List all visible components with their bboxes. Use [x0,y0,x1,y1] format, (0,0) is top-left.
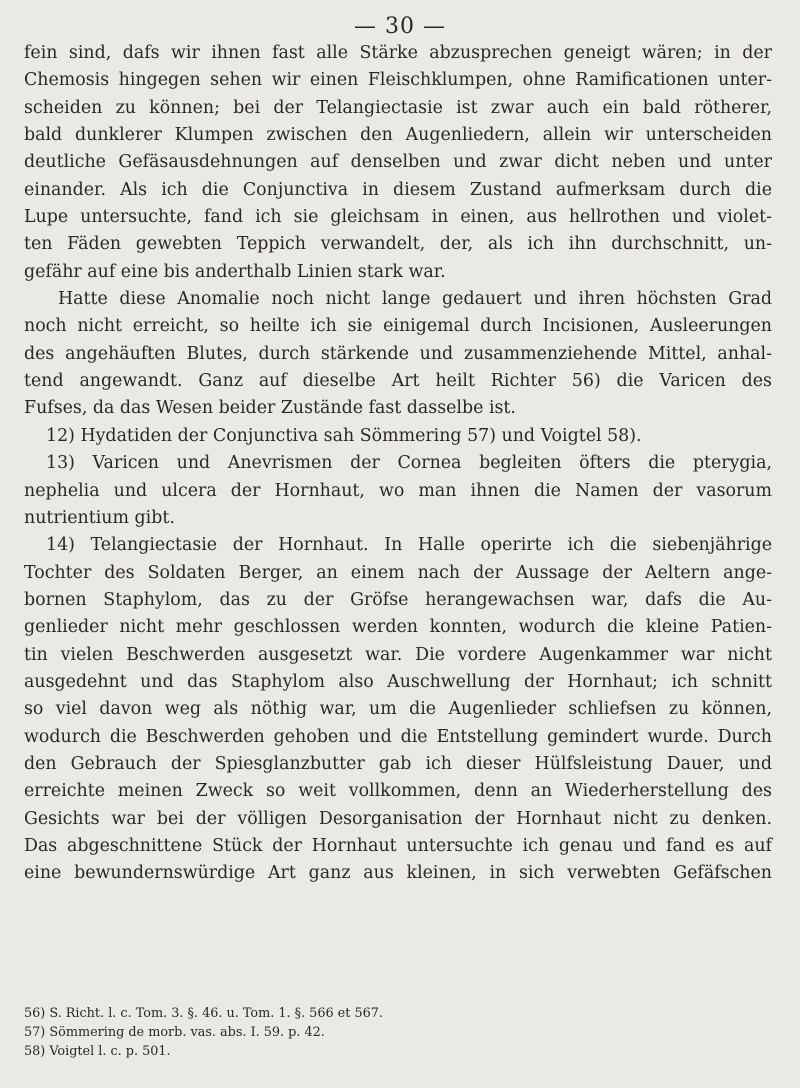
text-line: bornen Staphylom, das zu der Gröfse herangewachsen war, dafs die Au- [24,589,772,610]
body-text [24,40,772,888]
footnote: 57) Sömmering de morb. vas. abs. I. 59. p. 42. [24,1025,325,1040]
text-line: erreichte meinen Zweck so weit vollkommen, denn an Wiederherstellung des [24,781,772,802]
footnote: 58) Voigtel l. c. p. 501. [24,1044,171,1059]
text-line: tend angewandt. Ganz auf dieselbe Art heilt Richter 56) die Varicen des [24,371,772,392]
text-line: ausgedehnt und das Staphylom also Auschwellung der Hornhaut; ich schnitt [24,671,772,692]
text-line: noch nicht erreicht, so heilte ich sie einigemal durch Incisionen, Ausleerungen [24,316,772,337]
text-line: des angehäuften Blutes, durch stärkende und zusammenziehende Mittel, anhal- [24,343,772,364]
text-line: gefähr auf eine bis anderthalb Linien stark war. [24,261,446,282]
text-line: Chemosis hingegen sehen wir einen Fleischklumpen, ohne Ramificationen unter- [24,70,772,91]
text-line: nephelia und ulcera der Hornhaut, wo man ihnen die Namen der vasorum [24,480,772,501]
footnotes [24,1004,624,1061]
text-line: Lupe untersuchte, fand ich sie gleichsam in einen, aus hellrothen und violet- [24,207,772,228]
text-line: Hatte diese Anomalie noch nicht lange gedauert und ihren höchsten Grad [58,289,772,310]
text-line: Tochter des Soldaten Berger, an einem nach der Aussage der Aeltern ange- [24,562,772,583]
text-line: einander. Als ich die Conjunctiva in diesem Zustand aufmerksam durch die [24,179,772,200]
text-line: fein sind, dafs wir ihnen fast alle Stärke abzusprechen geneigt wären; in der [24,43,772,63]
page-number: — 30 — [354,14,446,39]
text-line: scheiden zu können; bei der Telangiectasie ist zwar auch ein bald rötherer, [24,97,772,118]
text-line: bald dunklerer Klumpen zwischen den Augenliedern, allein wir unterscheiden [24,125,772,146]
text-line: Gesichts war bei der völligen Desorganisation der Hornhaut nicht zu denken. [24,808,772,829]
text-line: 13) Varicen und Anevrismen der Cornea begleiten öfters die pterygia, [46,453,772,474]
text-line: den Gebrauch der Spiesglanzbutter gab ich dieser Hülfsleistung Dauer, und [24,753,772,774]
text-line: deutliche Gefäsausdehnungen auf denselben und zwar dicht neben und unter [24,152,772,173]
text-line: wodurch die Beschwerden gehoben und die Entstellung gemindert wurde. Durch [24,726,772,747]
text-line: so viel davon weg als nöthig war, um die Augenlieder schliefsen zu können, [24,699,772,720]
text-line: eine bewundernswürdige Art ganz aus kleinen, in sich verwebten Gefäfschen [24,863,772,884]
text-line: nutrientium gibt. [24,507,175,528]
text-line: 14) Telangiectasie der Hornhaut. In Halle operirte ich die siebenjährige [46,535,772,556]
text-line: genlieder nicht mehr geschlossen werden konnten, wodurch die kleine Patien- [24,617,772,638]
text-line: tin vielen Beschwerden ausgesetzt war. Die vordere Augenkammer war nicht [24,644,772,665]
text-line: 12) Hydatiden der Conjunctiva sah Sömmering 57) und Voigtel 58). [46,425,642,446]
text-line: ten Fäden gewebten Teppich verwandelt, der, als ich ihn durchschnitt, un- [24,234,772,255]
text-line: Das abgeschnittene Stück der Hornhaut untersuchte ich genau und fand es auf [24,835,772,856]
text-line: Fufses, da das Wesen beider Zustände fast dasselbe ist. [24,398,516,419]
footnote: 56) S. Richt. l. c. Tom. 3. §. 46. u. Tom. 1. §. 566 et 567. [24,1006,383,1021]
